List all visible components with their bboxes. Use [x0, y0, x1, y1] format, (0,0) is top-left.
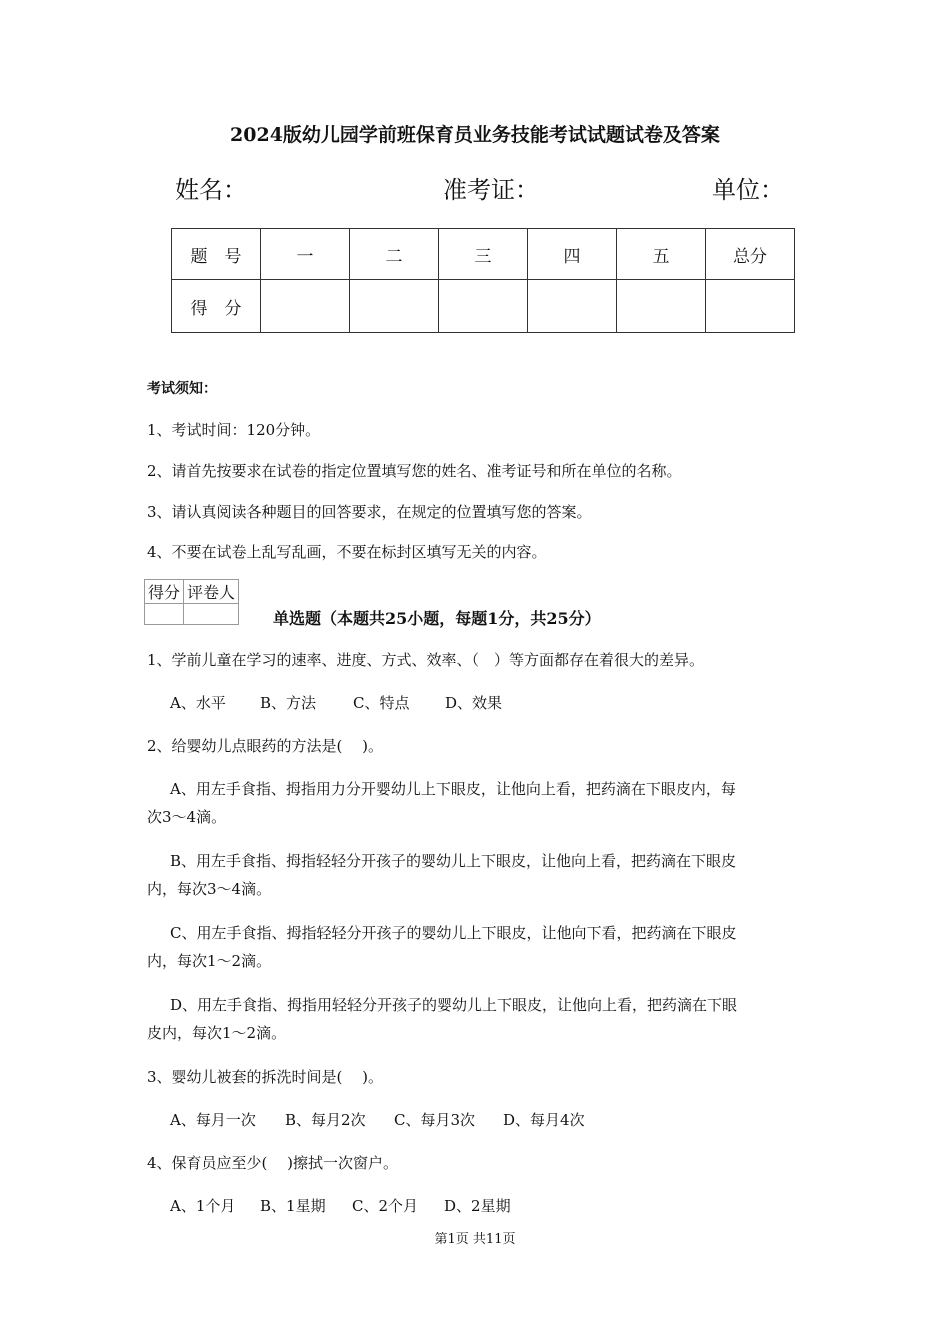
- question-4-option-c: C、2个月: [352, 1197, 419, 1215]
- question-2-option-a: A、用左手食指、拇指用力分开婴幼儿上下眼皮，让他向上看，把药滴在下眼皮内，每: [170, 780, 736, 798]
- question-4-stem: 4、保育员应至少( )擦拭一次窗户。: [147, 1154, 399, 1172]
- question-3-option-c: C、每月3次: [394, 1111, 476, 1129]
- score-table-cell: 题 号: [172, 229, 261, 280]
- question-2-option-d-cont: 皮内，每次1～2滴。: [147, 1024, 287, 1042]
- score-input-cell[interactable]: [706, 280, 795, 333]
- question-3-option-d: D、每月4次: [503, 1111, 585, 1129]
- question-4-option-b: B、1星期: [260, 1197, 326, 1215]
- score-table-cell: 五: [617, 229, 706, 280]
- score-table-cell: 得 分: [172, 280, 261, 333]
- question-2-option-c: C、用左手食指、拇指轻轻分开孩子的婴幼儿上下眼皮，让他向下看，把药滴在下眼皮: [170, 924, 737, 942]
- question-3-option-b: B、每月2次: [285, 1111, 366, 1129]
- score-input-cell[interactable]: [617, 280, 706, 333]
- grader-score-cell[interactable]: [145, 604, 184, 625]
- score-table-score-row: [172, 280, 795, 333]
- unit-field-label: 单位：: [712, 176, 784, 204]
- question-2-option-c-cont: 内，每次1～2滴。: [147, 952, 272, 970]
- question-1-option-a: A、水平: [170, 694, 226, 712]
- question-1-option-c: C、特点: [353, 694, 410, 712]
- question-2-option-b: B、用左手食指、拇指轻轻分开孩子的婴幼儿上下眼皮，让他向上看，把药滴在下眼皮: [170, 852, 737, 870]
- score-input-cell[interactable]: [528, 280, 617, 333]
- exam-title: 2024版幼儿园学前班保育员业务技能考试试题试卷及答案: [230, 124, 720, 146]
- score-table-cell: 总分: [706, 229, 795, 280]
- notice-item: 2、请首先按要求在试卷的指定位置填写您的姓名、准考证号和所在单位的名称。: [147, 462, 682, 480]
- score-table-cell: 四: [528, 229, 617, 280]
- score-input-cell[interactable]: [261, 280, 350, 333]
- score-table-cell: 二: [350, 229, 439, 280]
- grader-reviewer-cell[interactable]: [184, 604, 239, 625]
- notice-item: 3、请认真阅读各种题目的回答要求，在规定的位置填写您的答案。: [147, 503, 592, 521]
- score-input-cell[interactable]: [439, 280, 528, 333]
- exam-id-field-label: 准考证：: [443, 176, 539, 204]
- question-3-stem: 3、婴幼儿被套的拆洗时间是( )。: [147, 1068, 384, 1086]
- grader-score-label: 得分: [145, 580, 184, 604]
- question-1-stem: 1、学前儿童在学习的速率、进度、方式、效率、（ ）等方面都存在着很大的差异。: [147, 651, 705, 669]
- score-input-cell[interactable]: [350, 280, 439, 333]
- notice-item: 1、考试时间：120分钟。: [147, 421, 321, 439]
- section-title: 单选题（本题共25小题，每题1分，共25分）: [273, 609, 601, 628]
- question-2-option-b-cont: 内，每次3～4滴。: [147, 880, 272, 898]
- question-2-option-d: D、用左手食指、拇指用轻轻分开孩子的婴幼儿上下眼皮，让他向上看，把药滴在下眼: [170, 996, 738, 1014]
- notice-heading: 考试须知：: [147, 381, 217, 397]
- grader-reviewer-label: 评卷人: [184, 580, 239, 604]
- question-2-stem: 2、给婴幼儿点眼药的方法是( )。: [147, 737, 384, 755]
- question-1-option-d: D、效果: [445, 694, 503, 712]
- score-table-cell: 三: [439, 229, 528, 280]
- grader-box: [144, 579, 239, 625]
- question-2-option-a-cont: 次3～4滴。: [147, 808, 227, 826]
- score-table: [171, 228, 795, 333]
- question-4-option-a: A、1个月: [170, 1197, 236, 1215]
- question-1-option-b: B、方法: [260, 694, 317, 712]
- question-4-option-d: D、2星期: [444, 1197, 511, 1215]
- page-footer: 第1页 共11页: [434, 1232, 516, 1247]
- name-field-label: 姓名：: [175, 176, 247, 204]
- score-table-cell: 一: [261, 229, 350, 280]
- score-table-header-row: [172, 229, 795, 280]
- question-3-option-a: A、每月一次: [170, 1111, 256, 1129]
- notice-item: 4、不要在试卷上乱写乱画，不要在标封区填写无关的内容。: [147, 543, 547, 561]
